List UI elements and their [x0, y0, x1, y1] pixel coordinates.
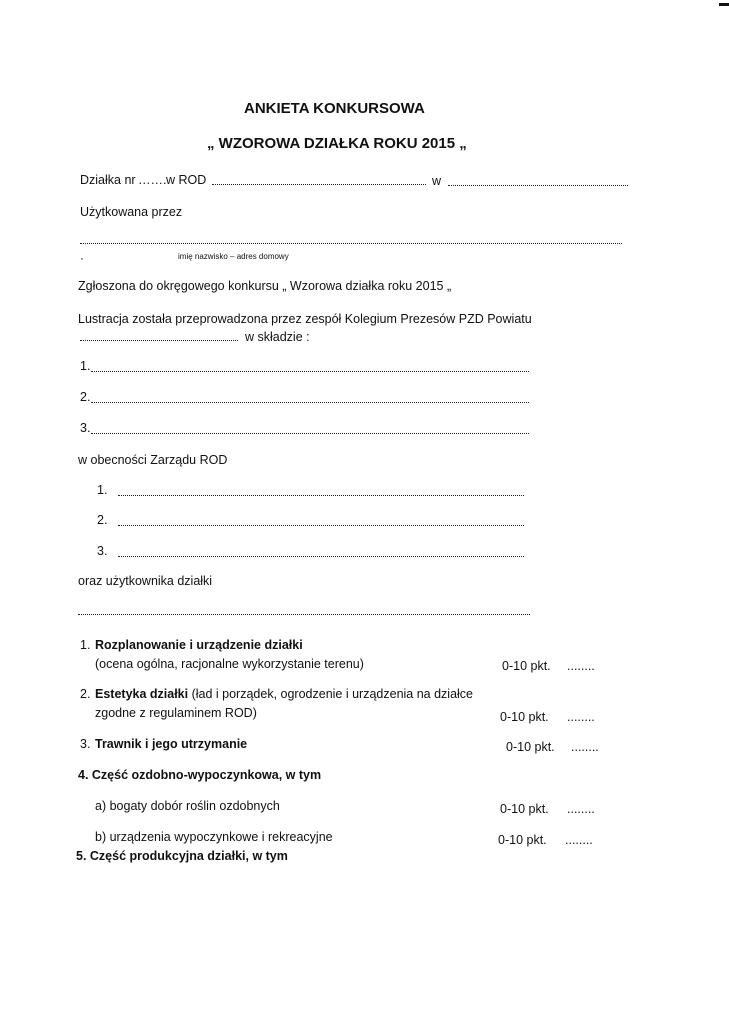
inspection-text: Lustracja została przeprowadzona przez zespół Kolegium Prezesów PZD Powiatu: [78, 312, 532, 326]
criterion-2-number: 2.: [80, 687, 91, 701]
form-title: ANKIETA KONKURSOWA: [244, 100, 425, 117]
rod-label: w ROD: [166, 173, 207, 187]
board-item-3-field[interactable]: [118, 556, 524, 557]
used-by-label: Użytkowana przez: [80, 205, 183, 219]
plot-number-blank[interactable]: …….: [138, 173, 167, 187]
board-item-1-label: 1.: [97, 483, 108, 497]
criterion-5-title: 5. Część produkcyjna działki, w tym: [76, 849, 288, 863]
board-item-3-label: 3.: [97, 544, 108, 558]
criterion-4a-points: 0-10 pkt.: [500, 802, 549, 816]
composition-label: w składzie :: [245, 330, 310, 344]
team-item-1-field[interactable]: [91, 371, 529, 372]
user-name-address-field[interactable]: [80, 243, 622, 244]
criterion-2-line: [95, 686, 473, 702]
team-item-2-label: 2.: [80, 390, 91, 404]
board-item-1-field[interactable]: [118, 495, 524, 496]
criterion-3-points: 0-10 pkt.: [506, 740, 555, 754]
board-item-2-field[interactable]: [118, 525, 524, 526]
bullet-mark: ·: [80, 251, 84, 265]
criterion-3-number: 3.: [80, 737, 91, 751]
rod-name-field[interactable]: [212, 184, 426, 185]
criterion-2-title: Estetyka działki: [95, 687, 189, 701]
criterion-4a-label: a) bogaty dobór roślin ozdobnych: [95, 799, 280, 813]
location-field[interactable]: [448, 185, 628, 186]
scan-mark: [719, 3, 729, 6]
location-label: w: [432, 174, 442, 188]
criterion-1-points: 0-10 pkt.: [502, 659, 551, 673]
criterion-3-title: Trawnik i jego utrzymanie: [95, 737, 248, 751]
form-subtitle: „ WZOROWA DZIAŁKA ROKU 2015 „: [207, 135, 467, 152]
criterion-4b-label: b) urządzenia wypoczynkowe i rekreacyjne: [95, 830, 333, 844]
criterion-1-score[interactable]: ........: [567, 659, 595, 673]
criterion-4-title: 4. Część ozdobno-wypoczynkowa, w tym: [78, 768, 322, 782]
criterion-4b-score[interactable]: ........: [565, 833, 593, 847]
criterion-2-points: 0-10 pkt.: [500, 710, 549, 724]
criterion-4b-points: 0-10 pkt.: [498, 833, 547, 847]
team-item-3-field[interactable]: [91, 433, 529, 434]
criterion-2-description-2: zgodne z regulaminem ROD): [95, 706, 257, 720]
and-user-field[interactable]: [78, 614, 530, 615]
criterion-2-score[interactable]: ........: [567, 710, 595, 724]
criterion-1-number: 1.: [80, 638, 91, 652]
criterion-1-description: (ocena ogólna, racjonalne wykorzystanie terenu): [95, 657, 364, 671]
criterion-1-title: Rozplanowanie i urządzenie działki: [95, 638, 303, 652]
criterion-4a-score[interactable]: ........: [567, 802, 595, 816]
name-address-hint: imię nazwisko – adres domowy: [178, 252, 289, 261]
district-field[interactable]: [80, 340, 238, 341]
team-item-1-label: 1.: [80, 359, 91, 373]
criterion-2-description-1: (ład i porządek, ogrodzenie i urządzenia na działce: [188, 687, 474, 701]
plot-number-label: Działka nr: [80, 173, 136, 187]
and-user-label: oraz użytkownika działki: [78, 574, 213, 588]
team-item-3-label: 3.: [80, 421, 91, 435]
team-item-2-field[interactable]: [91, 402, 529, 403]
submitted-text: Zgłoszona do okręgowego konkursu „ Wzorowa działka roku 2015 „: [78, 279, 452, 293]
board-item-2-label: 2.: [97, 513, 108, 527]
board-presence-label: w obecności Zarządu ROD: [78, 453, 228, 467]
criterion-3-score[interactable]: ........: [571, 740, 599, 754]
